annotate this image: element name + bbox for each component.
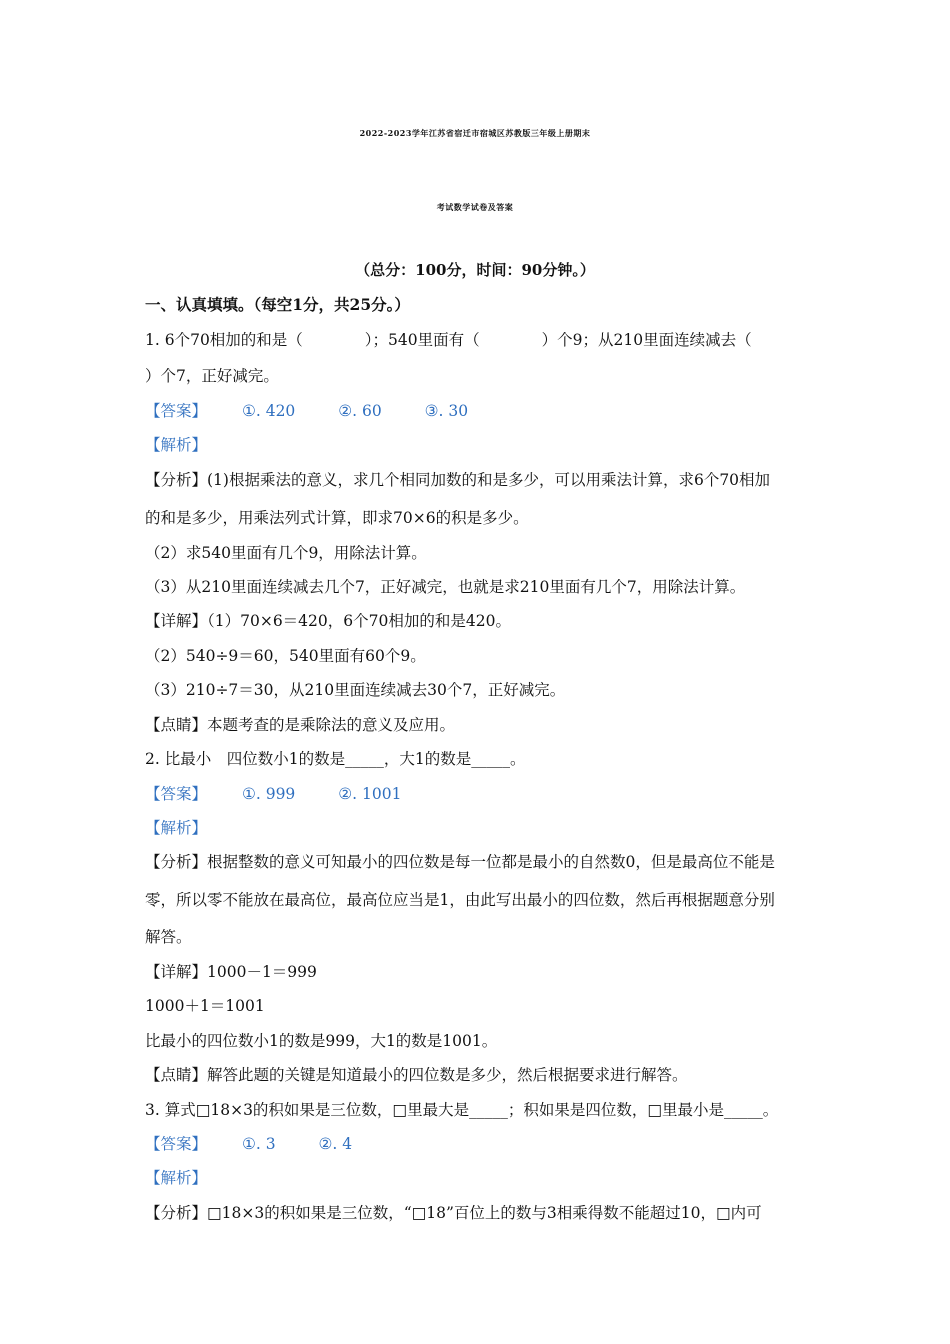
question-3-analysis-label: 【解析】 xyxy=(145,1169,208,1187)
question-1-xiangjie: （2）540÷9＝60，540里面有60个9。 xyxy=(145,647,426,665)
section-heading: 一、认真填填。（每空1分，共25分。） xyxy=(145,295,410,314)
question-1-dianjing: 【点睛】本题考查的是乘除法的意义及应用。 xyxy=(145,716,456,734)
question-2-dianjing: 【点睛】解答此题的关键是知道最小的四位数是多少，然后根据要求进行解答。 xyxy=(145,1066,688,1084)
question-2-fenxi: 解答。 xyxy=(145,928,192,946)
question-1-text-cont: ）个7，正好减完。 xyxy=(145,367,279,385)
question-1-xiangjie: 【详解】（1）70×6＝420，6个70相加的和是420。 xyxy=(145,612,511,630)
answer-item: ③. 30 xyxy=(424,402,469,420)
question-3-text: 3. 算式□18×3的积如果是三位数，□里最大是_____；积如果是四位数，□里最小是_____。 xyxy=(145,1101,779,1119)
question-3-fenxi: 【分析】□18×3的积如果是三位数，“□18”百位上的数与3相乘得数不能超过10，□内可 xyxy=(145,1204,762,1222)
question-1-fenxi: （2）求540里面有几个9，用除法计算。 xyxy=(145,544,427,562)
question-2-analysis-label: 【解析】 xyxy=(145,819,208,837)
question-2-xiangjie: 1000＋1＝1001 xyxy=(145,997,265,1015)
document-title-line-2: 考试数学试卷及答案 xyxy=(436,202,514,212)
question-1-text: 1. 6个70相加的和是（ ）；540里面有（ ）个9；从210里面连续减去（ xyxy=(145,331,752,349)
question-1-analysis-label: 【解析】 xyxy=(145,436,208,454)
document-title-line-1: 2022-2023学年江苏省宿迁市宿城区苏教版三年级上册期末 xyxy=(359,128,591,138)
question-1-fenxi: 的和是多少，用乘法列式计算，即求70×6的积是多少。 xyxy=(145,509,529,527)
answer-item: ②. 4 xyxy=(318,1135,353,1153)
question-1-answer xyxy=(145,399,468,421)
question-1-xiangjie: （3）210÷7＝30，从210里面连续减去30个7，正好减完。 xyxy=(145,681,566,699)
question-2-answer xyxy=(145,782,401,804)
answer-label: 【答案】 xyxy=(145,785,208,803)
answer-label: 【答案】 xyxy=(145,402,208,420)
question-2-xiangjie: 比最小的四位数小1的数是999，大1的数是1001。 xyxy=(145,1032,498,1050)
question-2-fenxi: 【分析】根据整数的意义可知最小的四位数是每一位都是最小的自然数0，但是最高位不能是 xyxy=(145,853,775,871)
answer-item: ①. 3 xyxy=(241,1135,276,1153)
answer-item: ①. 420 xyxy=(241,402,296,420)
question-1-fenxi: （3）从210里面连续减去几个7，正好减完，也就是求210里面有几个7，用除法计算。 xyxy=(145,578,746,596)
question-2-fenxi: 零，所以零不能放在最高位，最高位应当是1，由此写出最小的四位数，然后再根据题意分别 xyxy=(145,891,775,909)
exam-info: （总分：100分，时间：90分钟。） xyxy=(355,261,595,279)
question-1-fenxi: 【分析】(1)根据乘法的意义，求几个相同加数的和是多少，可以用乘法计算，求6个70相加 xyxy=(145,471,771,489)
answer-label: 【答案】 xyxy=(145,1135,208,1153)
answer-item: ①. 999 xyxy=(241,785,296,803)
answer-item: ②. 1001 xyxy=(338,785,402,803)
answer-item: ②. 60 xyxy=(338,402,382,420)
question-2-text: 2. 比最小 四位数小1的数是_____，大1的数是_____。 xyxy=(145,750,526,768)
question-2-xiangjie: 【详解】1000－1＝999 xyxy=(145,963,317,981)
question-3-answer xyxy=(145,1132,352,1154)
